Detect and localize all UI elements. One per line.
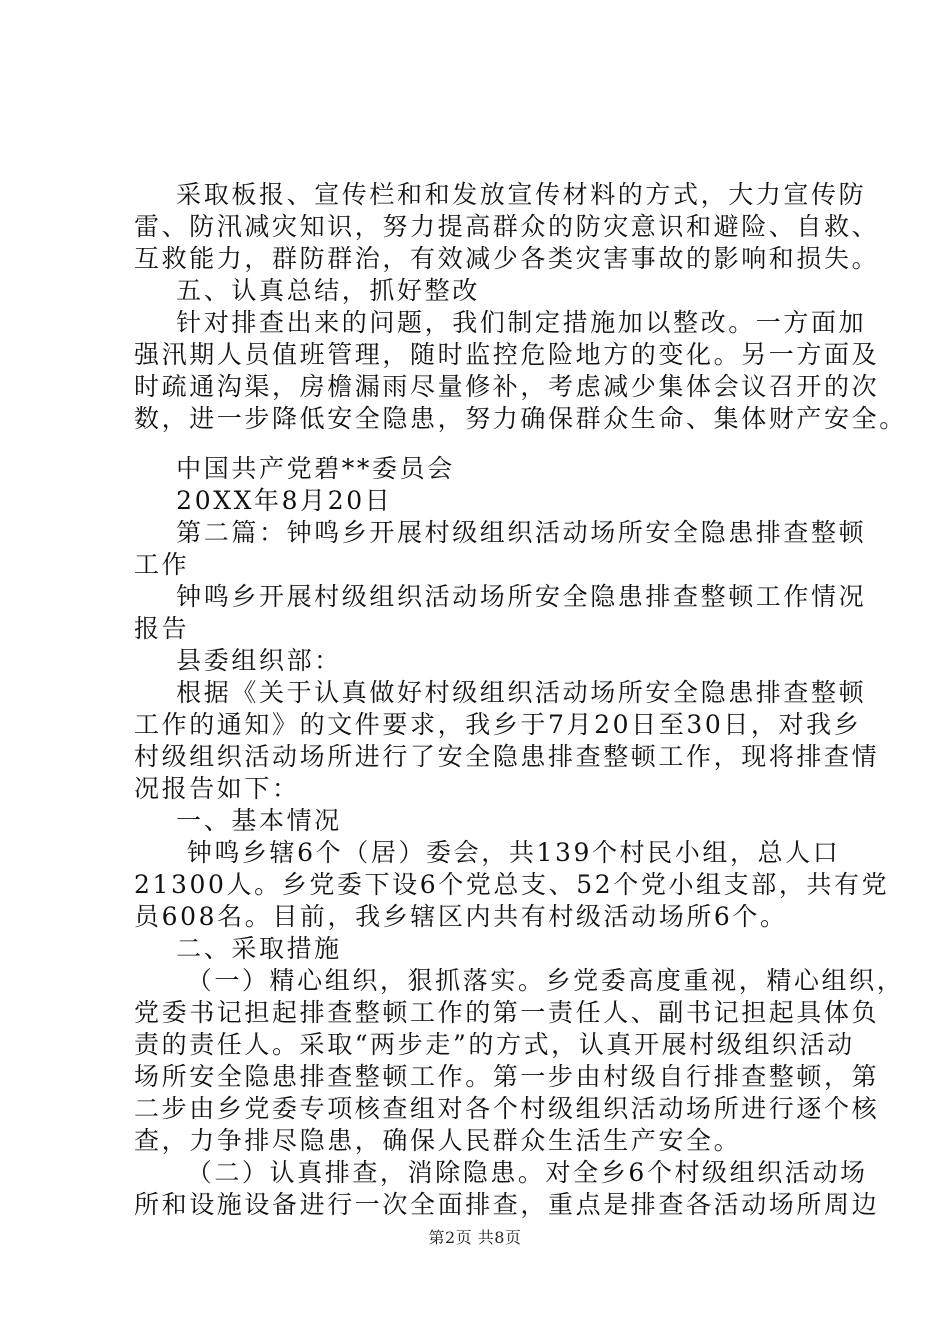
text-line: 查，力争排尽隐患，确保人民群众生活生产安全。 (134, 1126, 742, 1155)
text-line: 数，进一步降低安全隐患，努力确保群众生命、集体财产安全。 (134, 404, 907, 433)
text-line: 钟鸣乡辖6个（居）委会，共139个村民小组，总人口 (134, 838, 841, 867)
text-line: 责的责任人。采取“两步走”的方式，认真开展村级组织活动 (134, 1030, 855, 1059)
text-line: 雷、防汛减灾知识，努力提高群众的防灾意识和避险、自救、 (134, 212, 880, 241)
chapter-title: 工作 (134, 550, 190, 579)
text-line: （一）精心组织，狠抓落实。乡党委高度重视，精心组织， (134, 966, 905, 995)
report-title: 钟鸣乡开展村级组织活动场所安全隐患排查整顿工作情况 (134, 582, 867, 611)
section-heading: 一、基本情况 (134, 806, 342, 835)
signature-date: 20XX年8月20日 (134, 486, 393, 515)
chapter-title: 第二篇：钟鸣乡开展村级组织活动场所安全隐患排查整顿 (134, 518, 867, 547)
text-line: 强汛期人员值班管理，随时监控危险地方的变化。另一方面及 (134, 340, 880, 369)
text-line: 时疏通沟渠，房檐漏雨尽量修补，考虑减少集体会议召开的次 (134, 372, 880, 401)
text-line: 党委书记担起排查整顿工作的第一责任人、副书记担起具体负 (134, 998, 880, 1027)
page-number: 第2页 共8页 (428, 1228, 522, 1247)
signature-org: 中国共产党碧**委员会 (134, 454, 455, 483)
text-line: 二步由乡党委专项核查组对各个村级组织活动场所进行逐个核 (134, 1094, 880, 1123)
text-line: 所和设施设备进行一次全面排查，重点是排查各活动场所周边 (134, 1190, 880, 1219)
text-line: 针对排查出来的问题，我们制定措施加以整改。一方面加 (134, 308, 867, 337)
report-title: 报告 (134, 614, 190, 643)
text-line: 根据《关于认真做好村级组织活动场所安全隐患排查整顿 (134, 678, 867, 707)
text-line: 互救能力，群防群治，有效减少各类灾害事故的影响和损失。 (134, 244, 880, 273)
text-line: 村级组织活动场所进行了安全隐患排查整顿工作，现将排查情 (134, 742, 880, 771)
section-heading: 二、采取措施 (134, 934, 342, 963)
text-line: （二）认真排查，消除隐患。对全乡6个村级组织活动场 (134, 1158, 868, 1187)
text-line: 21300人。乡党委下设6个党总支、52个党小组支部，共有党 (134, 870, 890, 899)
text-line: 采取板报、宣传栏和和发放宣传材料的方式，大力宣传防 (134, 180, 867, 209)
text-line: 场所安全隐患排查整顿工作。第一步由村级自行排查整顿，第 (134, 1062, 880, 1091)
addressee: 县委组织部： (134, 646, 342, 675)
text-line: 员608名。目前，我乡辖区内共有村级活动场所6个。 (134, 902, 788, 931)
text-line: 工作的通知》的文件要求，我乡于7月20日至30日，对我乡 (134, 710, 862, 739)
section-heading: 五、认真总结，抓好整改 (134, 276, 480, 305)
text-line: 况报告如下： (134, 774, 300, 803)
